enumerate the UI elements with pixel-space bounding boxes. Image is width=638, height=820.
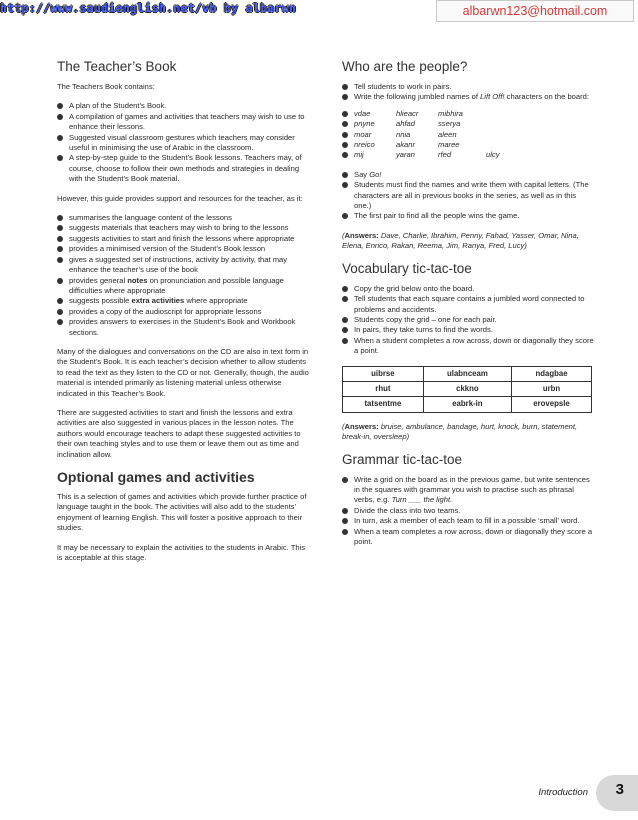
bullet-icon — [57, 114, 63, 120]
contains-intro: The Teachers Book contains: — [57, 82, 155, 91]
list-item: gives a suggested set of instructions, activity by activity, that may enhance the teacher’s use of the book — [57, 255, 312, 276]
watermark-url: http://www.saudienglish.net/vb by albarwn — [0, 1, 297, 15]
bullet-icon — [57, 225, 63, 231]
bullet-icon — [342, 286, 348, 292]
bullet-icon — [57, 246, 63, 252]
list-item: suggests possible extra activities where appropriate — [57, 296, 312, 306]
bullet-icon — [342, 182, 348, 188]
bullet-icon — [57, 103, 63, 109]
contains-list — [57, 101, 312, 184]
grammar-steps-list — [342, 475, 594, 548]
bullet-icon — [342, 213, 348, 219]
right-column — [342, 54, 594, 556]
bullet-icon — [57, 236, 63, 242]
bullet-icon — [342, 84, 348, 90]
list-item: suggests materials that teachers may wish to bring to the lessons — [57, 223, 312, 233]
grid-cell: ckkno — [423, 381, 511, 396]
section-title-who-are-the-people: Who are the people? — [342, 59, 468, 74]
grid-cell: uibrse — [343, 366, 424, 381]
grid-cell: ndagbae — [512, 366, 592, 381]
grid-cell: erovepsle — [512, 397, 592, 412]
vocab-grid-table — [342, 366, 592, 413]
bullet-icon — [342, 94, 348, 100]
vocab-answers: (Answers: bruise, ambulance, bandage, hurt, knock, burn, statement, break-in, oversleep) — [342, 421, 578, 442]
list-item: When a student completes a row across, down or diagonally they score a point. — [342, 336, 594, 357]
bullet-icon — [342, 152, 348, 158]
table-row — [343, 381, 592, 396]
list-item: summarises the language content of the lessons — [57, 213, 312, 223]
watermark-email: albarwn123@hotmail.com — [436, 0, 634, 22]
bullet-icon — [342, 121, 348, 127]
page-number-tab — [596, 775, 638, 811]
bullet-icon — [57, 155, 63, 161]
section-title-teachers-book: The Teacher’s Book — [57, 59, 177, 74]
list-item: A step-by-step guide to the Student’s Book lessons. Teachers may, of course, choose to follow their own methods and strategies in dealing with the Student’s Book material. — [57, 153, 312, 184]
list-item: In turn, ask a member of each team to fill in a possible ‘small’ word. — [342, 516, 594, 526]
bullet-icon — [342, 508, 348, 514]
optional-paragraph-1: This is a selection of games and activities which provide further practice of language taught in the book. The activities will also add to the students’ enjoyment of learning English. This will foster a positive approach to their studies. — [57, 492, 307, 533]
list-item: When a team completes a row across, down or diagonally they score a point. — [342, 527, 594, 548]
page-footer — [0, 775, 638, 815]
list-item: A plan of the Student’s Book. — [57, 101, 312, 111]
footer-section-label: Introduction — [538, 787, 588, 798]
bullet-icon — [57, 319, 63, 325]
list-item: provides a copy of the audioscript for appropriate lessons — [57, 307, 312, 317]
bullet-icon — [57, 215, 63, 221]
list-item: Students copy the grid – one for each pair. — [342, 315, 594, 325]
activities-paragraph: There are suggested activities to start and finish the lessons and extra activities are also suggested in various places in the lesson notes. The authors would encourage teachers to adapt these suggested activities to their own teaching styles and to use them or leave them out as time and inclination allow. — [57, 407, 301, 459]
list-item: suggests activities to start and finish the lessons where appropriate — [57, 234, 312, 244]
section-title-vocabulary-tic-tac-toe: Vocabulary tic-tac-toe — [342, 260, 472, 276]
however-paragraph: However, this guide provides support and resources for the teacher, as it: — [57, 193, 303, 203]
who-steps-list — [342, 82, 594, 103]
who-steps-list-b — [342, 170, 594, 222]
list-item: In pairs, they take turns to find the words. — [342, 325, 594, 335]
list-item: Divide the class into two teams. — [342, 506, 594, 516]
bullet-icon — [342, 477, 348, 483]
grid-cell: ulabnceam — [423, 366, 511, 381]
list-item: provides answers to exercises in the Student’s Book and Workbook sections. — [57, 317, 312, 338]
list-item: provides a minimised version of the Student’s Book lesson — [57, 244, 312, 254]
table-row — [343, 366, 592, 381]
bullet-icon — [57, 278, 63, 284]
bullet-icon — [342, 111, 348, 117]
bullet-icon — [342, 142, 348, 148]
bullet-icon — [57, 135, 63, 141]
jumbled-names-list: vdae hlieacr mibhira pnyne ahfad sserya moar nnia aleen nreico akanr maree mij yaran rfed ulcy — [342, 109, 594, 161]
page-number: 3 — [615, 781, 624, 798]
list-item: provides general notes on pronunciation and possible language difficulties where appropriate — [57, 276, 312, 297]
vocab-steps-list — [342, 284, 594, 357]
list-item: Write a grid on the board as in the previous game, but write sentences in the squares with grammar you wish to practise such as phrasal verbs, e.g. Turn ___ the light. — [342, 475, 594, 506]
optional-paragraph-2: It may be necessary to explain the activities to the students in Arabic. This is acceptable at this stage. — [57, 542, 306, 563]
bullet-icon — [57, 298, 63, 304]
section-title-grammar-tic-tac-toe: Grammar tic-tac-toe — [342, 451, 463, 467]
bullet-icon — [342, 518, 348, 524]
list-item: Say Go! — [342, 170, 594, 180]
grid-cell: tatsentme — [343, 397, 424, 412]
provides-list — [57, 213, 312, 338]
bullet-icon — [342, 296, 348, 302]
bullet-icon — [342, 338, 348, 344]
list-item: Tell students that each square contains a jumbled word connected to problems and accidents. — [342, 294, 594, 315]
list-item: Write the following jumbled names of Lift Off! characters on the board: — [342, 92, 594, 102]
bullet-icon — [342, 529, 348, 535]
grid-cell: urbn — [512, 381, 592, 396]
grid-cell: rhut — [343, 381, 424, 396]
bullet-icon — [342, 327, 348, 333]
left-column — [57, 54, 312, 572]
section-title-optional-games: Optional games and activities — [57, 469, 255, 485]
cd-paragraph: Many of the dialogues and conversations on the CD are also in text form in the Student’s Book. It is each teacher’s decision whether to allow students to read the text as they listen to the CD or not. Generally, though, the audio material is intended primarily as listening material unless otherwise indicated in this Teacher’s Book. — [57, 346, 309, 398]
grid-cell: eabrk-in — [423, 397, 511, 412]
watermark-bar — [0, 0, 638, 22]
list-item: The first pair to find all the people wins the game. — [342, 211, 594, 221]
bullet-icon — [342, 317, 348, 323]
bullet-icon — [57, 257, 63, 263]
list-item: Students must find the names and write them with capital letters. (The characters are all in previous books in the series, as well as in this one.) — [342, 180, 594, 211]
list-item: Tell students to work in pairs. — [342, 82, 594, 92]
list-item: Copy the grid below onto the board. — [342, 284, 594, 294]
who-answers: (Answers: Dave, Charlie, Ibrahim, Penny, Fahad, Yasser, Omar, Nina, Elena, Enrico, Rakan, Reema, Jim, Ranya, Fred, Lucy) — [342, 230, 579, 251]
bullet-icon — [57, 309, 63, 315]
bullet-icon — [342, 132, 348, 138]
bullet-icon — [342, 172, 348, 178]
table-row — [343, 397, 592, 412]
list-item: A compilation of games and activities that teachers may wish to use to enhance their lessons. — [57, 112, 312, 133]
list-item: Suggested visual classroom gestures which teachers may consider useful in minimising the use of Arabic in the classroom. — [57, 133, 312, 154]
